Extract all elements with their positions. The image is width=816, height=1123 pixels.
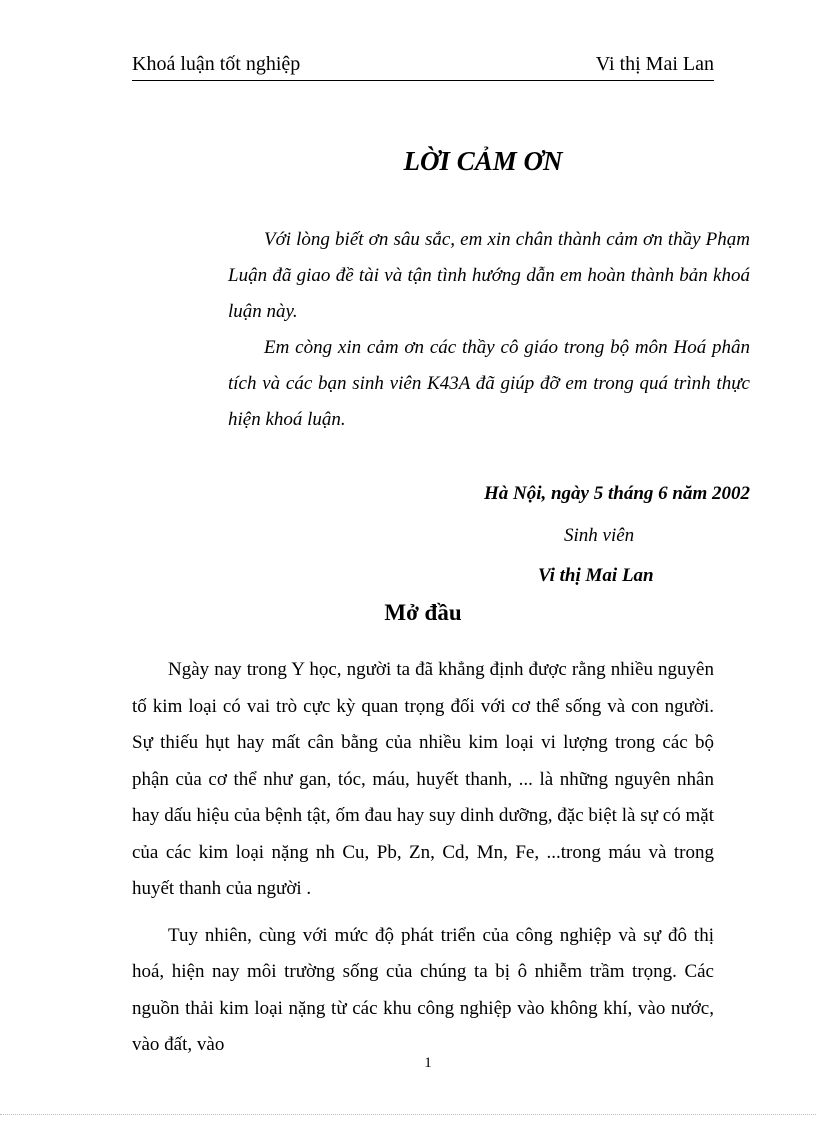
introduction-text	[132, 652, 714, 1074]
acknowledgement-title: LỜI CẢM ƠN	[403, 146, 563, 176]
header-document-type: Khoá luận tốt nghiệp	[132, 53, 301, 75]
introduction-heading: Mở đầu	[384, 600, 462, 625]
header-author: Vi thị Mai Lan	[595, 53, 714, 75]
acknowledgement-paragraph: Em còng xin cảm ơn các thầy cô giáo trong bộ môn Hoá phân tích và các bạn sinh viên K43A đã giúp đỡ em trong quá trình thực hiện khoá luận.	[228, 337, 750, 430]
page-header	[132, 50, 714, 81]
acknowledgement-paragraph: Với lòng biết ơn sâu sắc, em xin chân thành cảm ơn thầy Phạm Luận đã giao đề tài và tận tình hướng dẫn em hoàn thành bản khoá luận này.	[228, 229, 750, 322]
page-number: 1	[424, 1055, 432, 1071]
introduction-paragraph: Ngày nay trong Y học, người ta đã khẳng định được rằng nhiều nguyên tố kim loại có vai trò cực kỳ quan trọng đối với cơ thể sống và con người. Sự thiếu hụt hay mất cân bằng của nhiều kim loại vi lượng trong các bộ phận của cơ thể như gan, tóc, máu, huyết thanh, ... là những nguyên nhân hay dấu hiệu của bệnh tật, ốm đau hay suy dinh dưỡng, đặc biệt là sự có mặt của các kim loại nặng nh Cu, Pb, Zn, Cd, Mn, Fe, ...trong máu và trong huyết thanh của người .	[132, 659, 714, 899]
signature-role: Sinh viên	[564, 525, 635, 546]
signature-name: Vi thị Mai Lan	[538, 565, 654, 586]
signature-date: Hà Nội, ngày 5 tháng 6 năm 2002	[483, 483, 750, 504]
introduction-paragraph: Tuy nhiên, cùng với mức độ phát triển của công nghiệp và sự đô thị hoá, hiện nay môi trường sống của chúng ta bị ô nhiễm trầm trọng. Các nguồn thải kim loại nặng từ các khu công nghiệp vào không khí, vào nước, vào đất, vào	[132, 924, 714, 1055]
page-bottom-divider	[0, 1114, 816, 1115]
acknowledgement-text	[228, 222, 750, 438]
